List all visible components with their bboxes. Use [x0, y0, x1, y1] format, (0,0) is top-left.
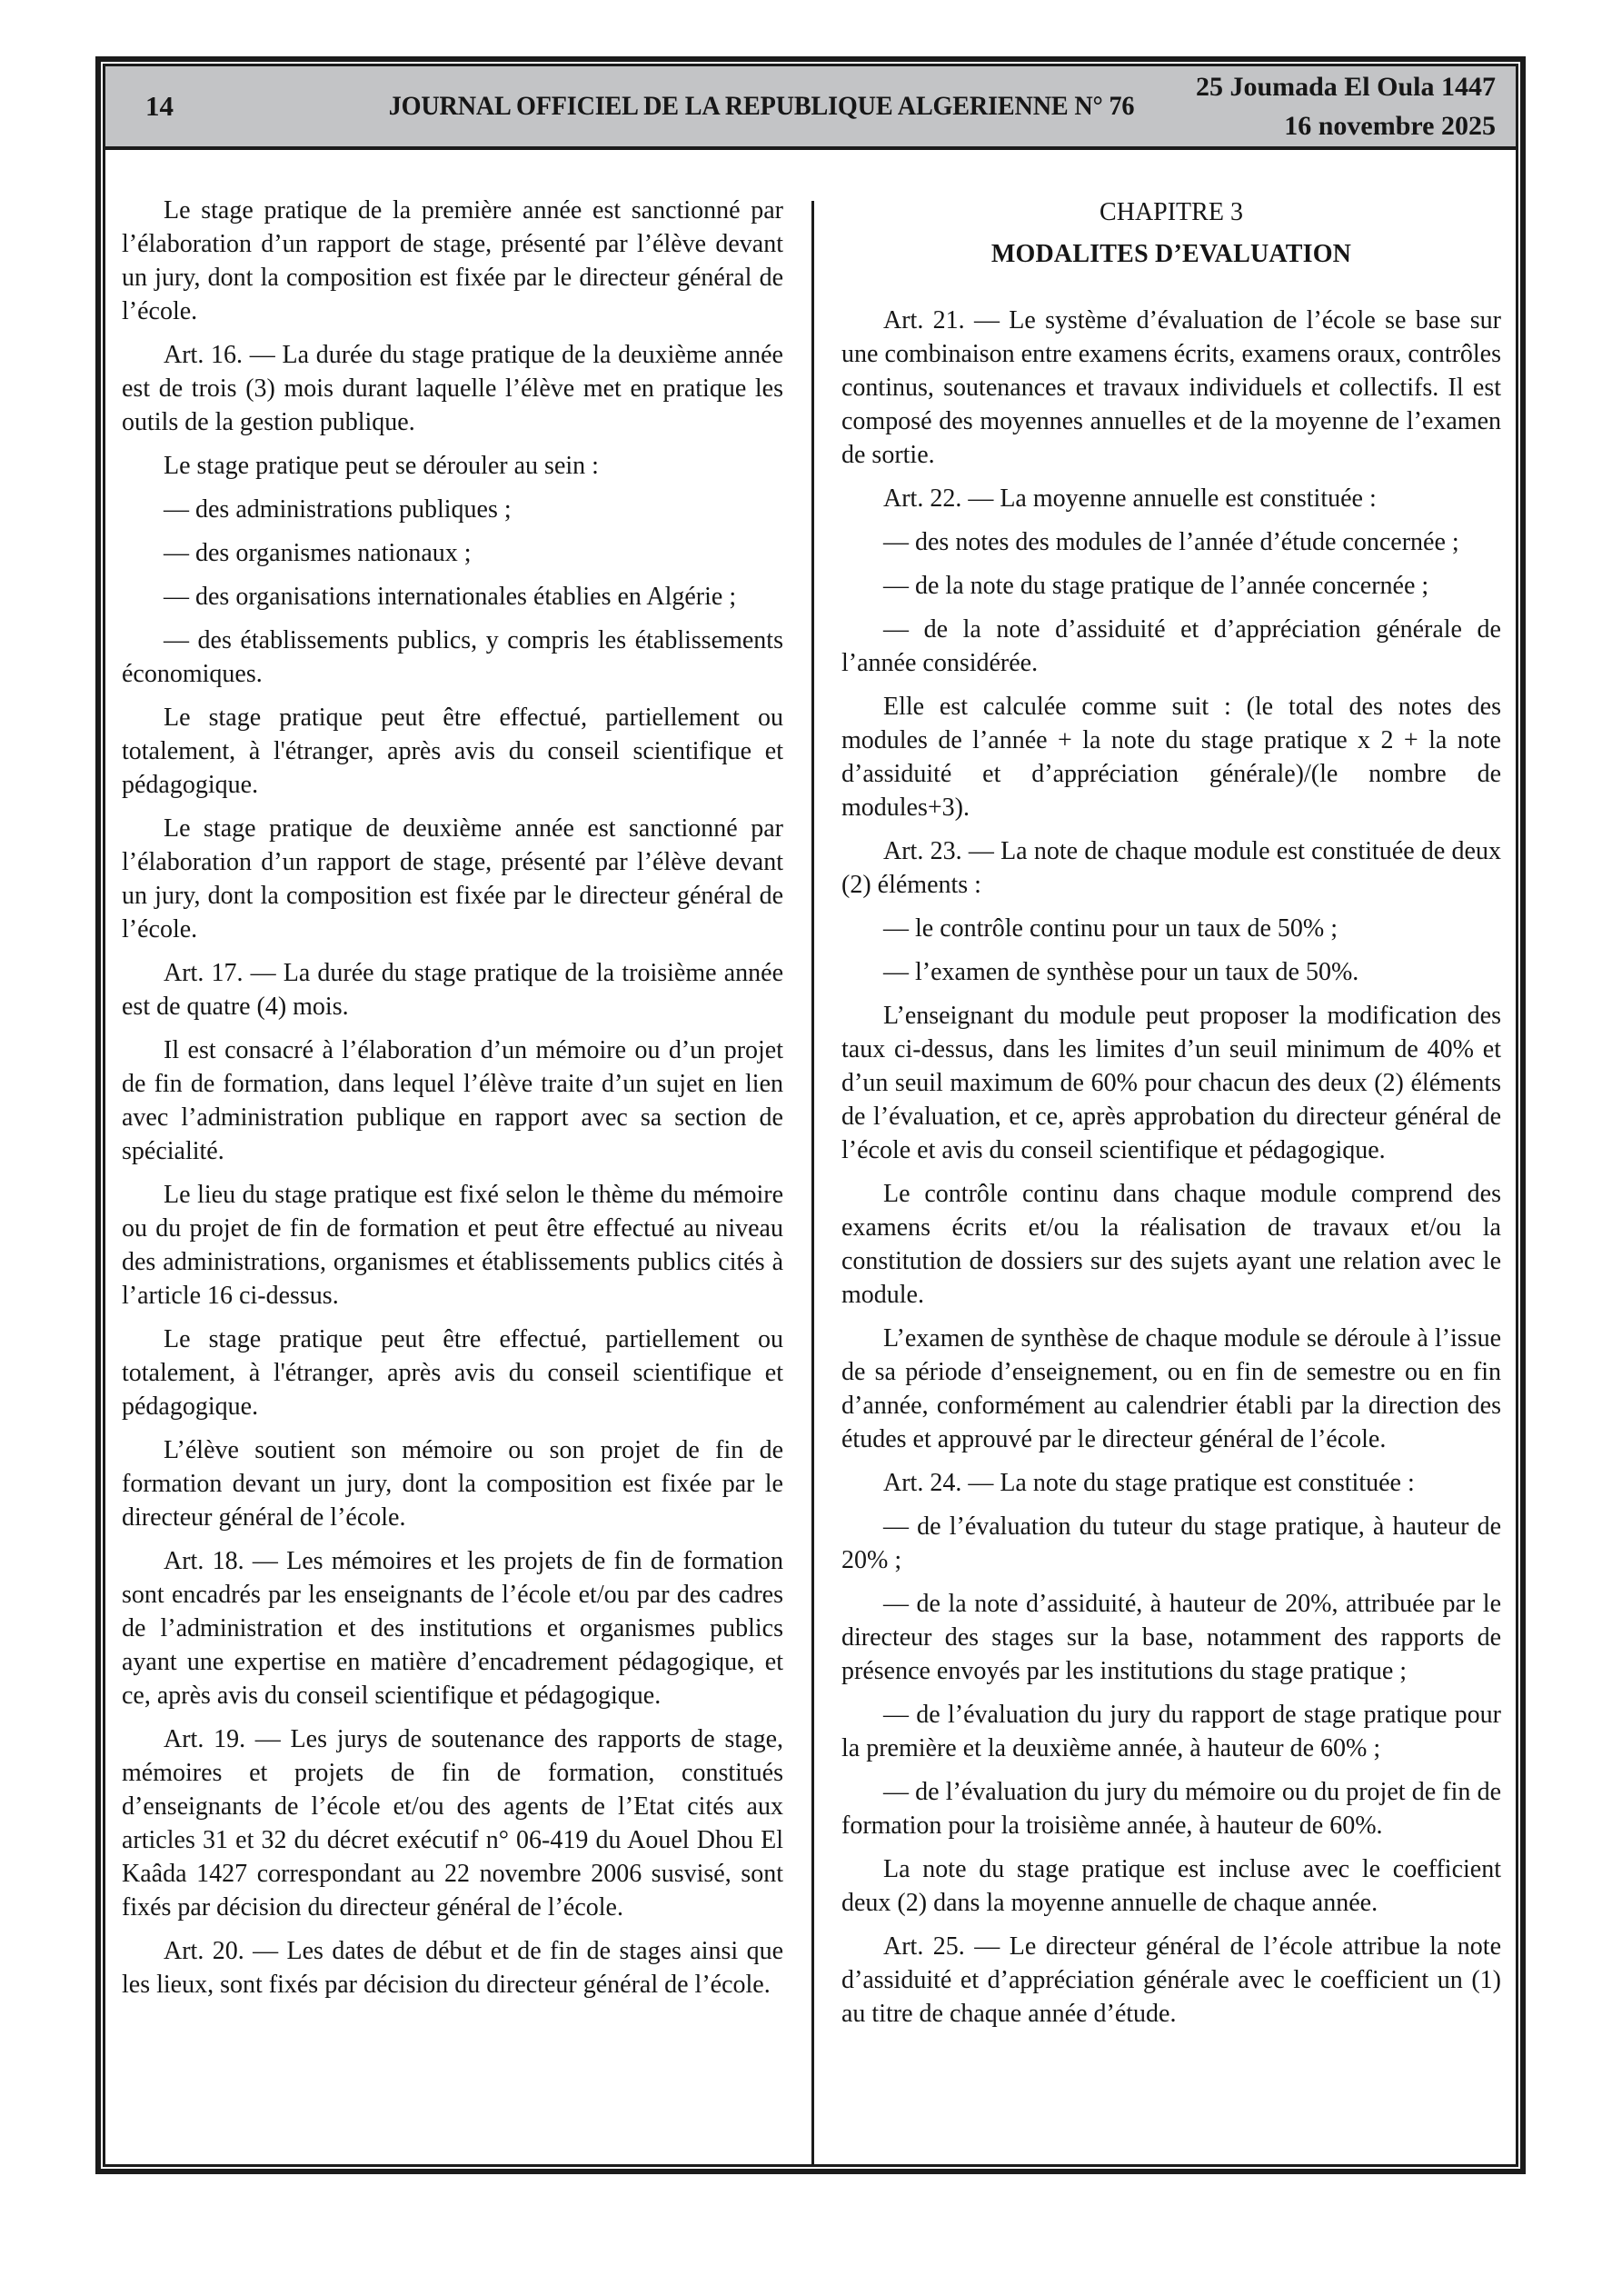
paragraph: Art. 19. — Les jurys de soutenance des rapports de stage, mémoires et projets de fin de formation, constitués d’enseignants de l’école et/ou des agents de l’Etat cités aux articles 31 et 32 du décret exécutif n° 06-419 du Aouel Dhou El Kaâda 1427 correspondant au 22 novembre 2006 susvisé, sont fixés par décision du directeur général de l’école. — [122, 1725, 783, 1922]
left-column — [122, 194, 811, 2164]
paragraph: — des notes des modules de l’année d’étude concernée ; — [883, 528, 1459, 556]
paragraph: L’élève soutient son mémoire ou son projet de fin de formation devant un jury, dont la composition est fixée par le directeur général de l’école. — [122, 1436, 783, 1532]
paragraph: Art. 21. — Le système d’évaluation de l’école se base sur une combinaison entre examens écrits, examens oraux, contrôles continus, soutenances et travaux individuels et collectifs. Il est composé des moyennes annuelles et de la moyenne de l’examen de sortie. — [841, 306, 1501, 469]
right-column-paragraphs — [841, 304, 1501, 2031]
paragraph: — des administrations publiques ; — [164, 495, 512, 524]
paragraph: Le stage pratique peut être effectué, partiellement ou totalement, à l'étranger, après avis du conseil scientifique et pédagogique. — [122, 704, 783, 799]
paragraph: Le lieu du stage pratique est fixé selon le thème du mémoire ou du projet de fin de formation et peut être effectué au niveau des administrations, organismes et établissements publics cités à l’article 16 ci-dessus. — [122, 1181, 783, 1310]
paragraph: — de la note d’assiduité et d’appréciation générale de l’année considérée. — [841, 615, 1501, 677]
paragraph: Le stage pratique peut être effectué, partiellement ou totalement, à l'étranger, après avis du conseil scientifique et pédagogique. — [122, 1325, 783, 1421]
paragraph: L’enseignant du module peut proposer la modification des taux ci-dessus, dans les limites d’un seuil minimum de 40% et d’un seuil maximum de 60% pour chacun des deux (2) éléments de l’évaluation, et ce, après approbation du directeur général de l’école et avis du conseil scientifique et pédagogique. — [841, 1002, 1501, 1164]
paragraph: Art. 23. — La note de chaque module est constituée de deux (2) éléments : — [841, 837, 1501, 899]
paragraph: — des organisations internationales établies en Algérie ; — [164, 583, 737, 611]
page-number: 14 — [145, 90, 174, 122]
page-frame — [95, 56, 1526, 2174]
paragraph: — le contrôle continu pour un taux de 50% ; — [883, 914, 1338, 943]
chapter-title: MODALITES D’EVALUATION — [990, 240, 1352, 268]
paragraph: Le contrôle continu dans chaque module comprend des examens écrits et/ou la réalisation de travaux et/ou la constitution de dossiers sur des sujets ayant une relation avec le module. — [841, 1180, 1501, 1309]
paragraph: Art. 24. — La note du stage pratique est constituée : — [883, 1469, 1415, 1497]
paragraph: La note du stage pratique est incluse avec le coefficient deux (2) dans la moyenne annuelle de chaque année. — [841, 1855, 1501, 1917]
page-body — [105, 150, 1516, 2164]
right-column — [811, 194, 1501, 2164]
chapter-label: CHAPITRE 3 — [1100, 198, 1243, 226]
paragraph: — de la note d’assiduité, à hauteur de 20%, attribuée par le directeur des stages sur la base, notamment des rapports de présence envoyés par les institutions du stage pratique ; — [841, 1590, 1501, 1685]
paragraph: Il est consacré à l’élaboration d’un mémoire ou d’un projet de fin de formation, dans lequel l’élève traite d’un sujet en lien avec l’administration publique en rapport avec sa section de spécialité. — [122, 1036, 783, 1165]
header-dates — [1196, 67, 1496, 145]
paragraph: Elle est calculée comme suit : (le total des notes des modules de l’année + la note du stage pratique x 2 + la note d’assiduité et d’appréciation générale)/(le nombre de modules+3). — [841, 693, 1501, 822]
paragraph: L’examen de synthèse de chaque module se déroule à l’issue de sa période d’enseignement, ou en fin de semestre ou en fin d’année, conformément au calendrier établi par la direction des études et approuvé par le directeur général de l’école. — [841, 1324, 1501, 1453]
journal-title: JOURNAL OFFICIEL DE LA REPUBLIQUE ALGERIENNE N° 76 — [388, 91, 1134, 121]
paragraph: — de l’évaluation du jury du mémoire ou du projet de fin de formation pour la troisième année, à hauteur de 60%. — [841, 1778, 1501, 1840]
date-hijri: 25 Joumada El Oula 1447 — [1195, 72, 1496, 102]
paragraph: — de la note du stage pratique de l’année concernée ; — [883, 572, 1429, 600]
paragraph: Art. 18. — Les mémoires et les projets de fin de formation sont encadrés par les enseignants de l’école et/ou par des cadres de l’administration et des institutions et organismes publics ayant une expertise en matière d’encadrement pédagogique, et ce, après avis du conseil scientifique et pédagogique. — [122, 1547, 783, 1710]
paragraph: Art. 25. — Le directeur général de l’école attribue la note d’assiduité et d’appréciation générale avec le coefficient un (1) au titre de chaque année d’étude. — [841, 1932, 1501, 2028]
paragraph: Le stage pratique peut se dérouler au sein : — [164, 452, 599, 480]
paragraph: — l’examen de synthèse pour un taux de 50%. — [883, 958, 1359, 986]
page-header — [105, 66, 1516, 150]
paragraph: — de l’évaluation du tuteur du stage pratique, à hauteur de 20% ; — [841, 1512, 1501, 1574]
date-gregorian: 16 novembre 2025 — [1284, 111, 1496, 141]
paragraph: Le stage pratique de deuxième année est sanctionné par l’élaboration d’un rapport de stage, présenté par l’élève devant un jury, dont la composition est fixée par le directeur général de l’école. — [122, 814, 783, 943]
paragraph: Art. 17. — La durée du stage pratique de la troisième année est de quatre (4) mois. — [122, 959, 783, 1021]
paragraph: — des organismes nationaux ; — [164, 539, 472, 567]
paragraph: — des établissements publics, y compris les établissements économiques. — [122, 626, 783, 688]
paragraph: Art. 20. — Les dates de début et de fin de stages ainsi que les lieux, sont fixés par décision du directeur général de l’école. — [122, 1937, 783, 1999]
paragraph: — de l’évaluation du jury du rapport de stage pratique pour la première et la deuxième année, à hauteur de 60% ; — [841, 1701, 1501, 1762]
paragraph: Art. 16. — La durée du stage pratique de la deuxième année est de trois (3) mois durant laquelle l’élève met en pratique les outils de la gestion publique. — [122, 341, 783, 436]
column-divider — [811, 201, 814, 2164]
paragraph: Le stage pratique de la première année est sanctionné par l’élaboration d’un rapport de stage, présenté par l’élève devant un jury, dont la composition est fixée par le directeur général de l’école. — [122, 196, 783, 325]
paragraph: Art. 22. — La moyenne annuelle est constituée : — [883, 484, 1377, 513]
page-frame-inner — [103, 64, 1518, 2167]
